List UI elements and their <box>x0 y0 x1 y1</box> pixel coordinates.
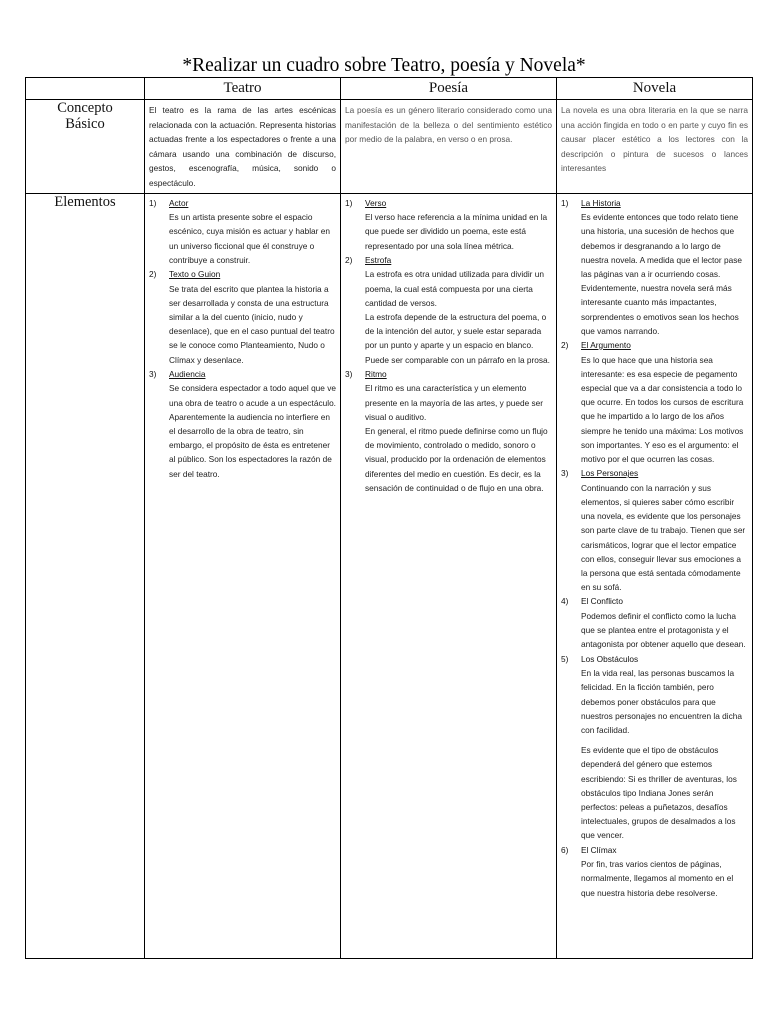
elementos-teatro-list <box>145 194 340 481</box>
item-number: 6) <box>561 844 569 855</box>
item-body <box>561 481 749 595</box>
item-heading <box>345 196 553 211</box>
item-number: 2) <box>345 254 353 265</box>
concepto-novela-cell <box>557 100 753 194</box>
item-title: Los Obstáculos <box>581 653 639 664</box>
header-empty-cell <box>26 78 145 100</box>
item-heading <box>345 253 553 268</box>
list-item <box>561 594 749 651</box>
elementos-novela-list <box>557 194 752 900</box>
page-title: *Realizar un cuadro sobre Teatro, poesía y Novela* <box>182 55 586 76</box>
elementos-row <box>26 193 753 958</box>
item-heading <box>149 367 337 382</box>
header-novela: Novela <box>557 78 753 100</box>
item-body <box>561 210 749 338</box>
row-label-concepto <box>26 100 145 194</box>
item-paragraph: El verso hace referencia a la mínima unidad en la que puede ser dividido un poema, este está representado por una sola línea métrica. <box>365 212 548 251</box>
item-heading <box>149 267 337 282</box>
header-row <box>26 78 753 100</box>
item-paragraph: En general, el ritmo puede definirse como un flujo de movimiento, controlado o medido, sonoro o visual, producido por la ordenación de elementos diferentes del medio en cuestión. Es decir, es la sensación de continuidad o de flujo en una obra. <box>365 425 548 493</box>
list-item <box>149 267 337 367</box>
comparison-table <box>25 77 753 959</box>
item-number: 3) <box>149 368 157 379</box>
item-paragraph: Continuando con la narración y sus elementos, si quieres saber cómo escribir una novela, es evidente que los personajes son parte clave de tu trabajo. Tienen que ser carismáticos, lograr que el lector empatice con ellos, conseguir llevar sus emociones a la persona que está sentada cómodamente en su sofá. <box>581 482 746 593</box>
item-title: Verso <box>365 197 387 208</box>
item-title: El Argumento <box>581 339 631 350</box>
elementos-novela-cell <box>557 193 753 958</box>
item-title: Actor <box>169 197 189 208</box>
item-body <box>149 381 337 480</box>
concepto-poesia-text: La poesía es un género literario considerado como una manifestación de la belleza o del sentimiento estético por medio de la palabra, en verso o en prosa. <box>345 105 552 145</box>
item-title: Audiencia <box>169 368 206 379</box>
item-paragraph: Podemos definir el conflicto como la lucha que se plantea entre el protagonista y el antagonista por obtener aquello que desean. <box>581 611 746 650</box>
item-paragraph: Se considera espectador a todo aquel que ve una obra de teatro o acude a un espectáculo. Aparentemente la audiencia no interfiere en el desarrollo de la obra de teatro, sin embargo, el propósito de ésta es entretener al público. Son los espectadores la razón de ser del teatro. <box>169 383 336 479</box>
item-number: 4) <box>561 596 569 607</box>
concepto-teatro-cell <box>145 100 341 194</box>
item-number: 2) <box>561 339 569 350</box>
list-item <box>345 253 553 367</box>
list-item <box>149 196 337 267</box>
list-item <box>345 367 553 495</box>
item-number: 1) <box>149 197 157 208</box>
elementos-poesia-list <box>341 194 556 495</box>
item-body <box>561 353 749 467</box>
item-paragraph: Es evidente que el tipo de obstáculos dependerá del género que estemos escribiendo: Si es thriller de aventuras, los obstáculos tipo Indiana Jones serán perfectos: peleas a puñetazos, desafíos intelectuales, grupos de desalmados a los que vencer. <box>581 745 737 841</box>
item-heading <box>149 196 337 211</box>
item-paragraph: El ritmo es una característica y un elemento presente en la mayoría de las artes, y puede ser visual o auditivo. <box>365 383 544 422</box>
concepto-row <box>26 100 753 194</box>
item-body <box>345 210 553 253</box>
item-number: 3) <box>561 468 569 479</box>
item-number: 2) <box>149 268 157 279</box>
item-heading <box>561 196 749 211</box>
item-heading <box>561 652 749 667</box>
item-number: 1) <box>561 197 569 208</box>
item-title: Los Personajes <box>581 468 639 479</box>
concepto-novela-text: La novela es una obra literaria en la que se narra una acción fingida en todo o en parte y cuyo fin es causar placer estético a los lectores con la descripción o pintura de sucesos o lances interesantes <box>561 105 748 174</box>
item-body <box>149 282 337 367</box>
item-title: La Historia <box>581 197 621 208</box>
item-body <box>149 210 337 267</box>
item-paragraph: Es un artista presente sobre el espacio escénico, cuya misión es actuar y hablar en un universo ficcional que él construye o contribuye a construir. <box>169 212 330 265</box>
item-heading <box>561 843 749 858</box>
elementos-teatro-cell <box>145 193 341 958</box>
item-body <box>561 857 749 900</box>
elementos-poesia-cell <box>341 193 557 958</box>
item-paragraph: La estrofa depende de la estructura del poema, o de la intención del autor, y suele estar separada por un punto y aparte y un espacio en blanco. Puede ser comparable con un párrafo en la prosa. <box>365 311 550 365</box>
item-number: 5) <box>561 653 569 664</box>
item-paragraph: Es evidente entonces que todo relato tiene una historia, una sucesión de hechos que debemos ir desgranando a lo largo de nuestra novela. A medida que el lector pase las páginas van a ir ocurriendo cosas. Evidentemente, nuestra novela será más interesante cuanto más impactantes, sorprendentes o emotivos sean los hechos que vamos narrando. <box>581 212 742 336</box>
item-title: El Conflicto <box>581 596 623 607</box>
item-body <box>345 267 553 366</box>
item-paragraph: Es lo que hace que una historia sea interesante: es esa especie de pegamento especial que va a dar consistencia a todo lo que ocurre. En todos los cursos de escritura que he impartido a lo largo de los años siempre he tenido una máxima: Los motivos son importantes. Y eso es el argumento: el motivo por el que ocurren las cosas. <box>581 354 744 464</box>
list-item <box>561 843 749 900</box>
item-number: 1) <box>345 197 353 208</box>
item-body <box>561 609 749 652</box>
list-item <box>345 196 553 253</box>
item-paragraph: La estrofa es otra unidad utilizada para dividir un poema, la cual está compuesta por una cierta cantidad de versos. <box>365 269 544 308</box>
row-label-elementos: Elementos <box>26 193 145 958</box>
item-title: El Clímax <box>581 844 617 855</box>
list-item <box>561 652 749 843</box>
list-item <box>561 466 749 594</box>
item-body <box>561 666 749 842</box>
item-paragraph: En la vida real, las personas buscamos la felicidad. En la ficción también, pero debemos poner obstáculos para que nuestros personajes no encuentren la dicha con facilidad. <box>581 668 742 736</box>
item-title: Ritmo <box>365 368 387 379</box>
item-paragraph: Se trata del escrito que plantea la historia a ser desarrollada y consta de una estructura similar a la del cuento (inicio, nudo y desenlace), que en el caso puntual del teatro se le conoce como Planteamiento, Nudo o Clímax y desenlace. <box>169 283 335 365</box>
item-heading <box>561 594 749 609</box>
item-heading <box>345 367 553 382</box>
item-heading <box>561 338 749 353</box>
item-title: Texto o Guion <box>169 268 221 279</box>
header-poesia: Poesía <box>341 78 557 100</box>
row-label-concepto-line1: Concepto <box>57 100 113 116</box>
list-item <box>561 196 749 338</box>
concepto-poesia-cell <box>341 100 557 194</box>
item-title: Estrofa <box>365 254 392 265</box>
row-label-concepto-line2: Básico <box>65 116 105 132</box>
item-body <box>345 381 553 495</box>
item-paragraph: Por fin, tras varios cientos de páginas, normalmente, llegamos al momento en el que nuestra historia debe resolverse. <box>581 859 734 898</box>
item-heading <box>561 466 749 481</box>
item-number: 3) <box>345 368 353 379</box>
concepto-teatro-text: El teatro es la rama de las artes escénicas relacionada con la actuación. Representa historias actuadas frente a los espectadores o frente a una cámara usando una combinación de discurso, gestos, escenografía, música, sonido o espectáculo. <box>149 105 336 188</box>
header-teatro: Teatro <box>145 78 341 100</box>
list-item <box>149 367 337 481</box>
list-item <box>561 338 749 466</box>
